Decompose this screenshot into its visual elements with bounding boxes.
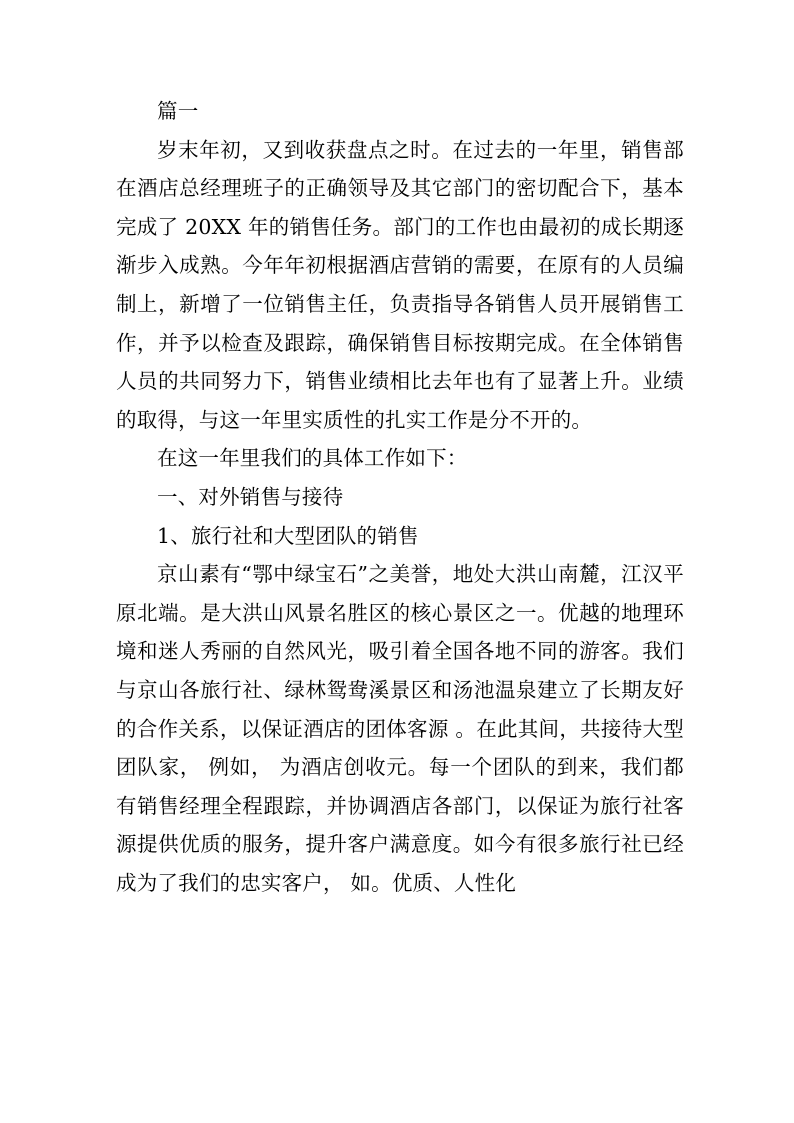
heading-travel-agency-sales: 1、旅行社和大型团队的销售: [157, 523, 419, 548]
document-body: [116, 92, 684, 902]
heading-external-sales: 一、对外销售与接待: [157, 484, 344, 509]
section-title: 篇一: [157, 99, 199, 123]
paragraph-work-intro: 在这一年里我们的具体工作如下：: [157, 446, 468, 471]
paragraph-intro: 岁末年初，又到收获盘点之时。在过去的一年里，销售部在酒店总经理班子的正确领导及其它部门的密切配合下，基本完成了 20XX 年的销售任务。部门的工作也由最初的成长期逐渐步入成熟。今年年初根据酒店营销的需要，在原有的人员编制上，新增了一位销售主任，负责指导各销售人员开展销售工作，并予以检查及跟踪，确保销售目标按期完成。在全体销售人员的共同努力下，销售业绩相比去年也有了显著上升。业绩的取得，与这一年里实质性的扎实工作是分不开的。: [116, 137, 684, 432]
paragraph-jingshan: 京山素有“鄂中绿宝石”之美誉，地处大洪山南麓，江汉平原北端。是大洪山风景名胜区的核心景区之一。优越的地理环境和迷人秀丽的自然风光，吸引着全国各地不同的游客。我们与京山各旅行社、绿林鸳鸯溪景区和汤池温泉建立了长期友好的合作关系，以保证酒店的团体客源 。在此其间，共接待大型团队家， 例如， 为酒店创收元。每一个团队的到来，我们都有销售经理全程跟踪，并协调酒店各部门，以保证为旅行社客源提供优质的服务，提升客户满意度。如今有很多旅行社已经成为了我们的忠实客户， 如。优质、人性化: [116, 562, 684, 895]
